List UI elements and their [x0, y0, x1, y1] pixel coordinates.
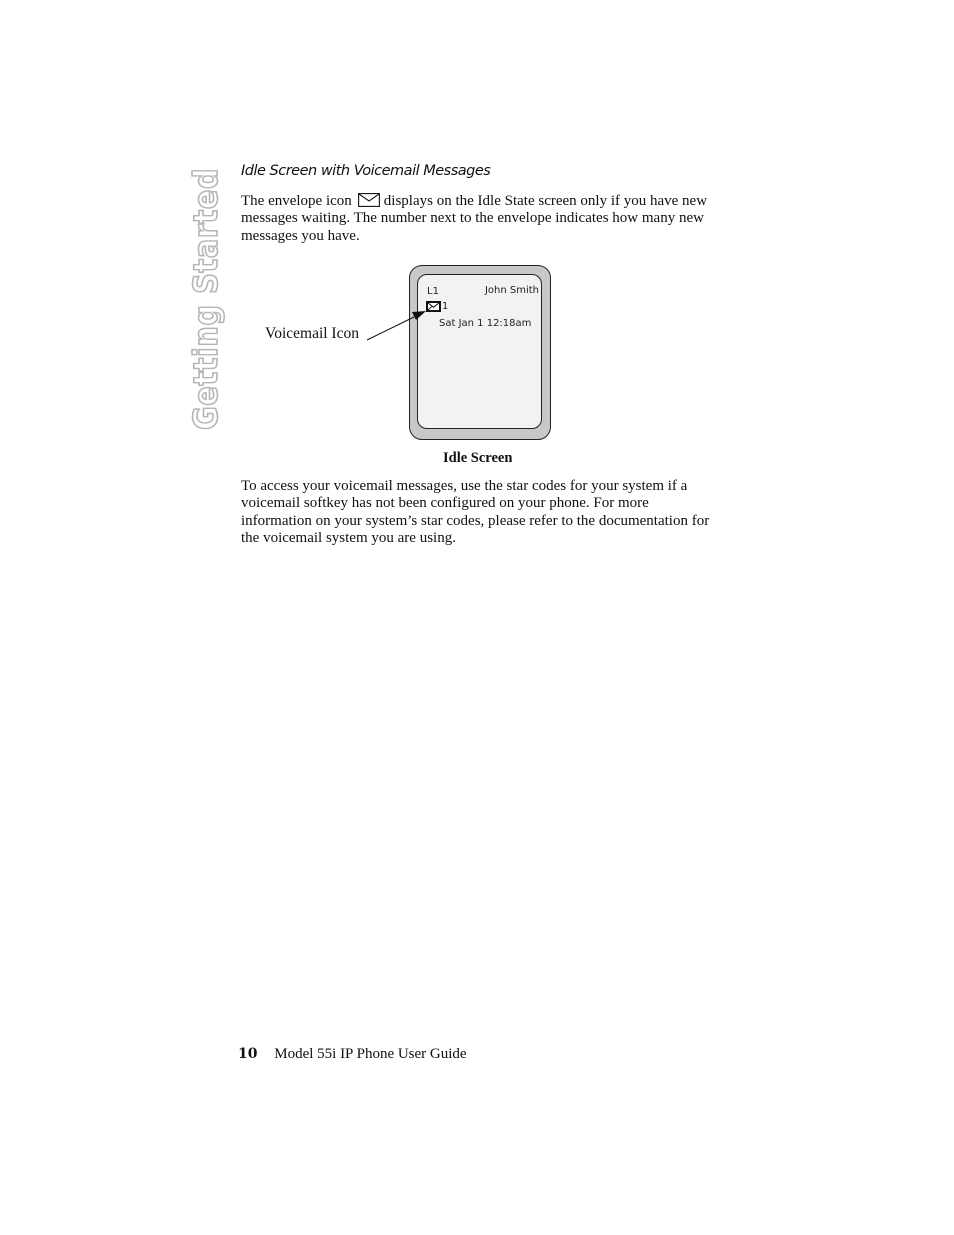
date-time: Sat Jan 1 12:18am: [439, 318, 532, 329]
phone-idle-screen-illustration: [409, 265, 551, 440]
section-heading: Idle Screen with Voicemail Messages: [241, 163, 491, 179]
document-title: Model 55i IP Phone User Guide: [274, 1046, 467, 1062]
side-tab-getting-started: [186, 131, 225, 432]
side-tab-label: Getting Started: [186, 131, 225, 430]
envelope-icon: [358, 193, 380, 207]
page-footer: [238, 1046, 467, 1063]
voicemail-icon-callout: Voicemail Icon: [265, 325, 359, 342]
intro-paragraph: [241, 193, 721, 245]
page-number: 10: [238, 1046, 258, 1062]
phone-display: [417, 274, 542, 429]
caller-name: John Smith: [484, 285, 539, 296]
intro-text-after-icon: displays on the Idle State screen only if you have new messages waiting. The number next to the envelope indicates how many new messages you have.: [241, 193, 708, 244]
message-count: 1: [442, 301, 449, 312]
body-paragraph: To access your voicemail messages, use the star codes for your system if a voicemail softkey has not been configured on your phone. For more information on your system’s star codes, please refer to the documentation for the voicemail system you are using.: [241, 478, 710, 547]
line-indicator: L1: [427, 286, 439, 297]
figure-caption: Idle Screen: [443, 450, 513, 466]
intro-text-before-icon: The envelope icon: [241, 193, 352, 209]
callout-arrow: [360, 305, 440, 345]
